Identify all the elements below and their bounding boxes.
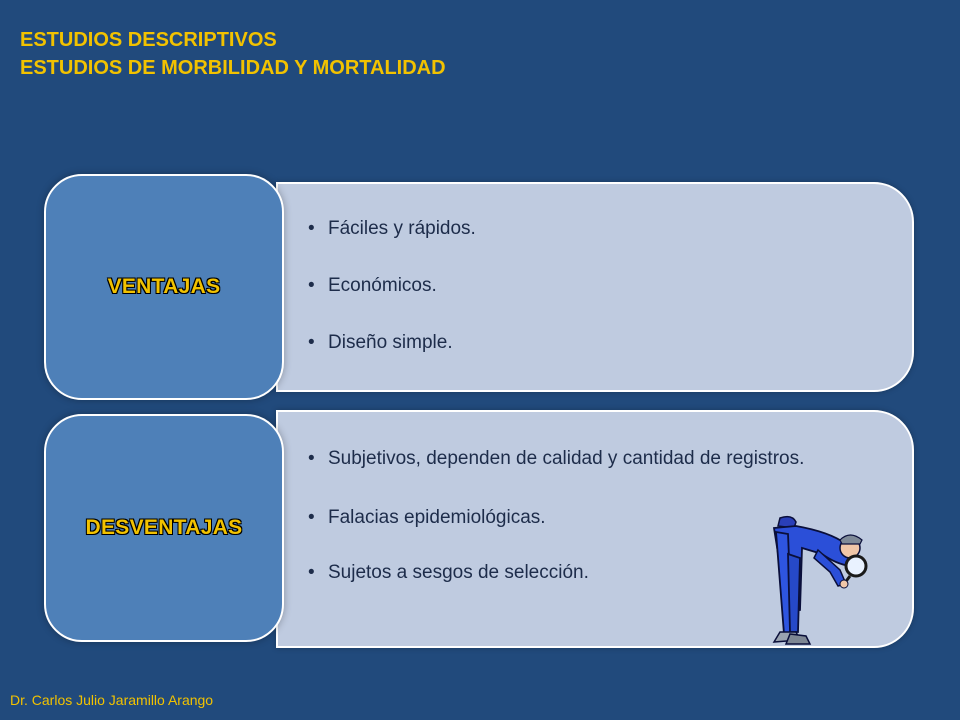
desventajas-label-box [44, 414, 284, 642]
list-item: • Subjetivos, dependen de calidad y cantidad de registros. [308, 446, 838, 471]
ventajas-list [308, 216, 476, 387]
list-item: • Falacias epidemiológicas. [308, 505, 838, 530]
list-item: • Sujetos a sesgos de selección. [308, 560, 838, 585]
list-item: • Fáciles y rápidos. [308, 216, 476, 241]
slide-title [20, 26, 446, 82]
ventajas-label-box [44, 174, 284, 400]
ventajas-label: VENTAJAS [107, 275, 221, 298]
list-item: • Económicos. [308, 273, 476, 298]
desventajas-list [308, 446, 838, 615]
desventajas-label: DESVENTAJAS [85, 516, 243, 539]
detective-magnifying-glass-icon [766, 514, 874, 648]
author-footer: Dr. Carlos Julio Jaramillo Arango [10, 692, 214, 708]
title-line-1: ESTUDIOS DESCRIPTIVOS [20, 29, 277, 51]
list-item: • Diseño simple. [308, 330, 476, 355]
title-line-2: ESTUDIOS DE MORBILIDAD Y MORTALIDAD [20, 57, 446, 79]
